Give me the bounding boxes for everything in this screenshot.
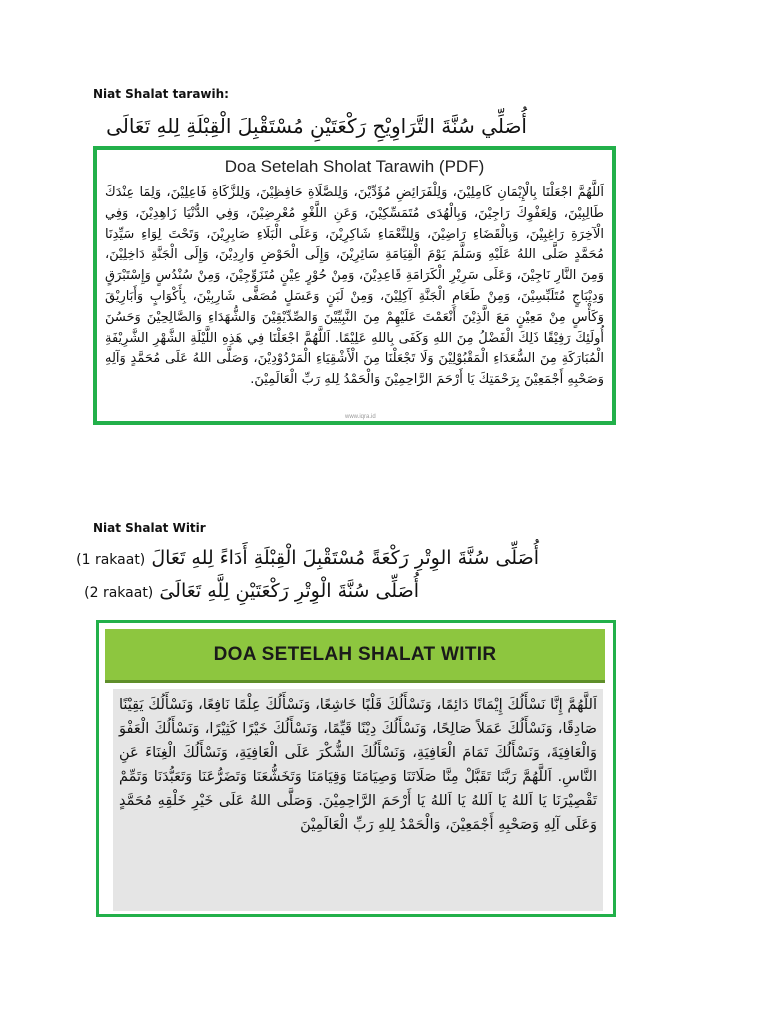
witir-heading: Niat Shalat Witir [93, 521, 206, 535]
witir-niat-1-text: أُصَلِّى سُنَّةَ الوِتْرِ رَكْعَةً مُسْتَقْبِلَ الْقِبْلَةِ أَدَاءً لِلهِ تَعَالَ [151, 547, 539, 569]
witir-doa-image [96, 620, 616, 917]
witir-niat-2-label: (2 rakaat) [84, 585, 154, 601]
tarawih-niat: أُصَلِّي سُنَّةَ التَّرَاوِيْحِ رَكْعَتَيْنِ مُسْتَقْبِلَ الْقِبْلَةِ لِلهِ تَعَالَى [106, 114, 527, 138]
witir-niat-2 [84, 580, 419, 602]
tarawih-doa-image [93, 146, 616, 425]
tarawih-doa-title: Doa Setelah Sholat Tarawih (PDF) [224, 157, 485, 176]
witir-niat-2-text: أُصَلِّى سُنَّةَ الْوِتْرِ رَكْعَتَيْنِ لِلَّهِ تَعَالَىَ [159, 580, 419, 602]
watermark: www.iqra.id [345, 414, 376, 420]
witir-niat-1-label: (1 rakaat) [76, 552, 146, 568]
tarawih-heading: Niat Shalat tarawih: [93, 87, 229, 101]
witir-niat-1 [76, 547, 539, 569]
witir-doa-text: اَللَّهُمَّ إِنَّا نَسْأَلُكَ إِيْمَانًا دَائِمًا، وَنَسْأَلُكَ قَلْبًا خَاشِعًا، وَنَسْأَلُكَ عِلْمًا نَافِعًا، وَنَسْأَلُكَ يَقِيْنًا صَادِقًا، وَنَسْأَلُكَ عَمَلاً صَالِحًا، وَنَسْأَلُكَ دِيْنًا قَيِّمًا، وَنَسْأَلُكَ خَيْرًا كَثِيْرًا، وَنَسْأَلُكَ الْعَفْوَ وَالْعَافِيَةَ، وَنَسْأَلُكَ تَمَامَ الْعَافِيَةِ، وَنَسْأَلُكَ الشُّكْرَ عَلَى الْعَافِيَةِ، وَنَسْأَلُكَ الْغِنَاءَ عَنِ النَّاسِ. اَللَّهُمَّ رَبَّنَا تَقَبَّلْ مِنَّا صَلَاتَنَا وَصِيَامَنَا وَقِيَامَنَا وَتَخَشُّعَنَا وَتَضَرُّعَنَا وَتَعَبُّدَنَا وَتَمِّمْ تَقْصِيْرَنَا يَا اَللهُ يَا اَللهُ يَا اَللهُ يَا أَرْحَمَ الرَّاحِمِيْنَ. وَصَلَّى اللهُ عَلَى خَيْرِ خَلْقِهِ مُحَمَّدٍ وَعَلَى آلِهِ وَصَحْبِهِ أَجْمَعِيْنَ، وَالْحَمْدُ لِلهِ رَبِّ الْعَالَمِيْنَ [113, 689, 603, 911]
witir-doa-title: DOA SETELAH SHALAT WITIR [105, 629, 605, 683]
tarawih-doa-text: اَللَّهُمَّ اجْعَلْنَا بِالْإِيْمَانِ كَامِلِيْنَ، وَلِلْفَرَائِضِ مُؤَدِّيْنَ، وَلِلصَّلَاةِ حَافِظِيْنَ، وَلِلزَّكَاةِ فَاعِلِيْنَ، وَلِمَا عِنْدَكَ طَالِبِيْنَ، وَلِعَفْوِكَ رَاجِيْنَ، وَبِالْهُدَى مُتَمَسِّكِيْنَ، وَعَنِ اللَّغْوِ مُعْرِضِيْنَ، وَفِي الدُّنْيَا زَاهِدِيْنَ، وَفِي الْآخِرَةِ رَاغِبِيْنَ، وَبِالْقَضَاءِ رَاضِيْنَ، وَلِلنَّعْمَاءِ شَاكِرِيْنَ، وَعَلَى الْبَلَاءِ صَابِرِيْنَ، وَتَحْتَ لِوَاءِ سَيِّدِنَا مُحَمَّدٍ صَلَّى اللهُ عَلَيْهِ وَسَلَّمَ يَوْمَ الْقِيَامَةِ سَائِرِيْنَ، وَإِلَى الْحَوْضِ وَارِدِيْنَ، وَإِلَى الْجَنَّةِ دَاخِلِيْنَ، وَمِنَ النَّارِ نَاجِيْنَ، وَعَلَى سَرِيْرِ الْكَرَامَةِ قَاعِدِيْنَ، وَمِنْ حُوْرٍ عِيْنٍ مُتَزَوِّجِيْنَ، وَمِنْ سُنْدُسٍ وَإِسْتَبْرَقٍ وَدِيْبَاجٍ مُتَلَبِّسِيْنَ، وَمِنْ طَعَامِ الْجَنَّةِ آكِلِيْنَ، وَمِنْ لَبَنٍ وَعَسَلٍ مُصَفًّى شَارِبِيْنَ، بِأَكْوَابٍ وَأَبَارِيْقَ وَكَأْسٍ مِنْ مَعِيْنٍ مَعَ الَّذِيْنَ أَنْعَمْتَ عَلَيْهِمْ مِنَ النَّبِيِّيْنَ وَالصِّدِّيْقِيْنَ وَالشُّهَدَاءِ وَالصَّالِحِيْنَ وَحَسُنَ أُولَئِكَ رَفِيْقًا ذَلِكَ الْفَضْلُ مِنَ اللهِ وَكَفَى بِاللهِ عَلِيْمًا. اَللَّهُمَّ اجْعَلْنَا فِي هَذِهِ اللَّيْلَةِ الشَّهْرِ الشَّرِيْفَةِ الْمُبَارَكَةِ مِنَ السُّعَدَاءِ الْمَقْبُوْلِيْنَ وَلَا تَجْعَلْنَا مِنَ الْأَشْقِيَاءِ الْمَرْدُوْدِيْنَ، وَصَلَّى اللهُ عَلَى مُحَمَّدٍ وَآلِهِ وَصَحْبِهِ أَجْمَعِيْنَ بِرَحْمَتِكَ يَا أَرْحَمَ الرَّاحِمِيْنَ وَالْحَمْدُ لِلهِ رَبِّ الْعَالَمِيْنَ. [105, 185, 604, 388]
